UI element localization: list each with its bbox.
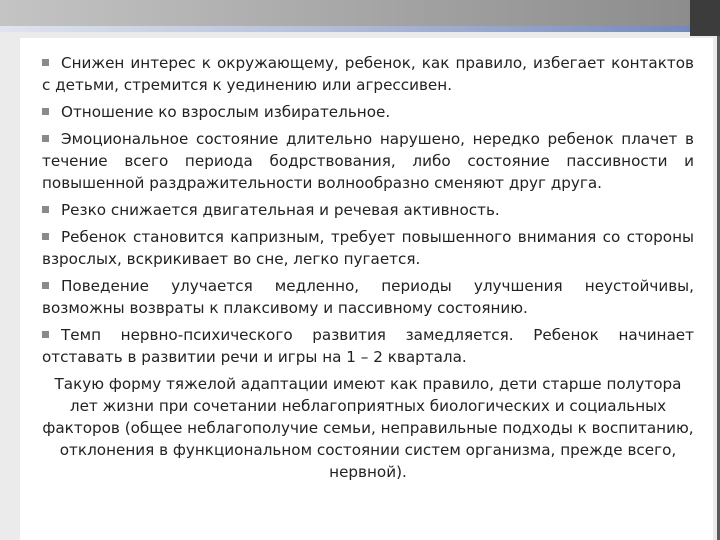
bullet-item [42, 275, 694, 319]
bullet-text: Эмоциональное состояние длительно нарушено, нередко ребенок плачет в течение всего периода бодрствования, либо состояние пассивности и повышенной раздражительности волнообразно сменяют друг друга. [42, 130, 694, 192]
bullet-item [42, 52, 694, 96]
bullet-text: Резко снижается двигательная и речевая активность. [61, 201, 500, 219]
bullet-text: Снижен интерес к окружающему, ребенок, как правило, избегает контактов с детьми, стремится к уединению или агрессивен. [42, 54, 694, 94]
slide-corner-block [690, 0, 720, 36]
bullet-text: Ребенок становится капризным, требует повышенного внимания со стороны взрослых, вскрикивает во сне, легко пугается. [42, 228, 694, 268]
bullet-item [42, 324, 694, 368]
bullet-text: Поведение улучается медленно, периоды улучшения неустойчивы, возможны возвраты к плаксивому и пассивному состоянию. [42, 277, 694, 317]
summary-paragraph: Такую форму тяжелой адаптации имеют как правило, дети старше полутора лет жизни при сочетании неблагоприятных биологических и социальных факторов (общее неблагополучие семьи, неправильные подходы к воспитанию, отклонения в функциональном состоянии систем организма, прежде всего, нервной). [42, 375, 694, 481]
bullet-text: Темп нервно-психического развития замедляется. Ребенок начинает отставать в развитии речи и игры на 1 – 2 квартала. [42, 326, 694, 366]
square-bullet-icon [42, 206, 49, 213]
square-bullet-icon [42, 108, 49, 115]
square-bullet-icon [42, 59, 49, 66]
bullet-text: Отношение ко взрослым избирательное. [61, 103, 391, 121]
square-bullet-icon [42, 282, 49, 289]
square-bullet-icon [42, 331, 49, 338]
square-bullet-icon [42, 135, 49, 142]
bullet-item [42, 226, 694, 270]
slide-content [42, 52, 694, 498]
slide-accent-bar [0, 26, 720, 32]
slide-page [20, 38, 713, 540]
slide-top-bar [0, 0, 720, 26]
square-bullet-icon [42, 233, 49, 240]
bullet-item [42, 128, 694, 194]
bullet-item [42, 101, 694, 123]
bullet-item [42, 199, 694, 221]
